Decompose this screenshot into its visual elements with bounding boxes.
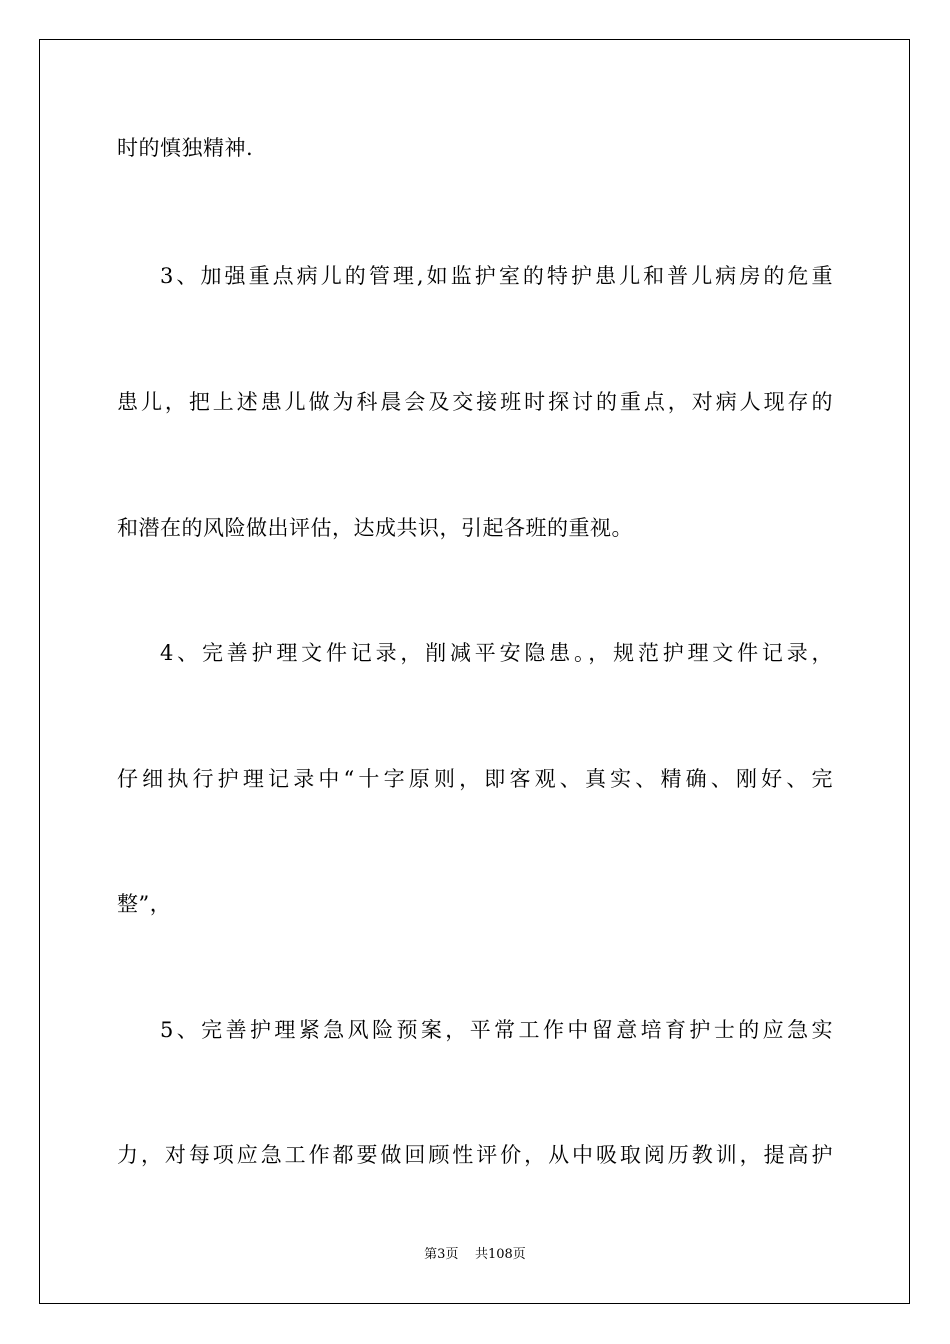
text-line-5: 4、完善护理文件记录，削减平安隐患。，规范护理文件记录， xyxy=(160,641,833,665)
total-pages: 共108页 xyxy=(474,1247,526,1262)
text-line-7: 整”， xyxy=(117,892,172,916)
text-line-9: 力，对每项应急工作都要做回顾性评价，从中吸取阅历教训，提高护 xyxy=(117,1143,833,1167)
text-line-4: 和潜在的风险做出评估，达成共识，引起各班的重视。 xyxy=(117,516,633,540)
text-line-8: 5、完善护理紧急风险预案，平常工作中留意培育护士的应急实 xyxy=(160,1018,833,1042)
text-line-1: 时的慎独精神. xyxy=(117,136,254,160)
page-footer xyxy=(0,1247,950,1263)
text-line-3: 患儿，把上述患儿做为科晨会及交接班时探讨的重点，对病人现存的 xyxy=(117,390,833,414)
page-number: 第3页 xyxy=(424,1247,459,1262)
page-border xyxy=(39,39,910,1304)
text-line-6: 仔细执行护理记录中“十字原则，即客观、真实、精确、刚好、完 xyxy=(117,767,833,791)
text-line-2: 3、加强重点病儿的管理,如监护室的特护患儿和普儿病房的危重 xyxy=(160,264,833,288)
